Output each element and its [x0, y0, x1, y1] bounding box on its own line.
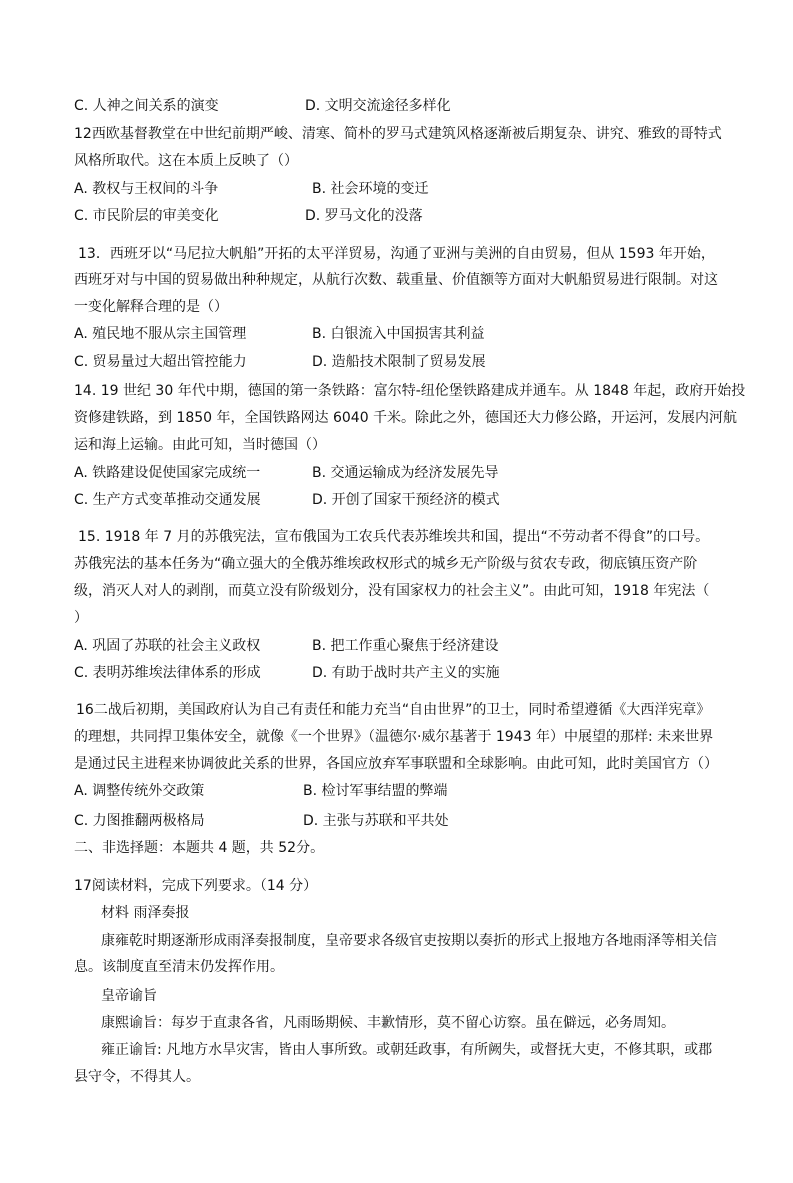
q13-option-c: C. 贸易量过大超出管控能力 [74, 354, 247, 370]
section-heading: 二、非选择题：本题共 4 题，共 52分。 [74, 840, 325, 856]
q17-para1-line-1: 康雍乾时期逐渐形成雨泽奏报制度，皇帝要求各级官吏按期以奏折的形式上报地方各地雨泽等相关信 [101, 933, 717, 949]
q11-option-d: D. 文明交流途径多样化 [305, 98, 451, 114]
q15-stem-line-1: 15. 1918 年 7 月的苏俄宪法，宣布俄国为工农兵代表苏维埃共和国，提出“不劳动者不得食”的口号。 [78, 529, 710, 545]
q17-yongzheng-line-2: 县守令，不得其人。 [74, 1069, 200, 1085]
q17-material-title: 材料 雨泽奏报 [101, 905, 190, 921]
q13-option-d: D. 造船技术限制了贸易发展 [312, 354, 486, 370]
q17-yongzheng-line-1: 雍正谕旨: 凡地方水旱灾害，皆由人事所致。或朝廷政事，有所阙失，或督抚大吏，不修其职，或郡 [101, 1042, 713, 1058]
q16-option-a: A. 调整传统外交政策 [74, 783, 205, 799]
q12-option-b: B. 社会环境的变迁 [312, 181, 429, 197]
q13-option-b: B. 白银流入中国损害其利益 [312, 326, 485, 342]
q16-option-c: C. 力图推翻两极格局 [74, 813, 205, 829]
q16-stem-line-2: 的理想，共同捍卫集体安全，就像《一个世界》（温德尔·威尔基著于 1943 年）中展望的那样: 未来世界 [74, 729, 714, 745]
q13-option-a: A. 殖民地不服从宗主国管理 [74, 326, 247, 342]
q13-stem-line-3: 一变化解释合理的是（） [74, 299, 228, 315]
q12-option-d: D. 罗马文化的没落 [305, 208, 423, 224]
q14-stem-line-2: 资修建铁路，到 1850 年，全国铁路网达 6040 千米。除此之外，德国还大力修公路，开运河，发展内河航 [74, 410, 738, 426]
q14-stem-line-3: 运和海上运输。由此可知，当时德国（） [74, 437, 326, 453]
q15-stem-line-4: ） [74, 610, 88, 626]
q12-option-c: C. 市民阶层的审美变化 [74, 208, 219, 224]
q15-option-c: C. 表明苏维埃法律体系的形成 [74, 665, 261, 681]
q17-edict-title: 皇帝谕旨 [101, 988, 157, 1004]
q17-kangxi-edict: 康熙谕旨：每岁于直隶各省，凡雨旸期候、丰歉情形，莫不留心访察。虽在僻远，必务周知。 [101, 1015, 675, 1031]
q16-stem-line-1: 16二战后初期，美国政府认为自己有责任和能力充当“自由世界”的卫士，同时希望遵循《大西洋宪章》 [76, 702, 711, 718]
q14-option-d: D. 开创了国家干预经济的模式 [312, 492, 500, 508]
q16-stem-line-3: 是通过民主进程来协调彼此关系的世界，各国应放弃军事联盟和全球影响。由此可知，此时美国官方（） [74, 756, 718, 772]
q16-option-d: D. 主张与苏联和平共处 [303, 813, 449, 829]
q13-stem-line-1: 13．西班牙以“马尼拉大帆船”开拓的太平洋贸易，沟通了亚洲与美洲的自由贸易，但从 1593 年开始， [78, 246, 715, 262]
q17-stem: 17阅读材料，完成下列要求。（14 分） [74, 878, 318, 894]
q12-stem-line-1: 12西欧基督教堂在中世纪前期严峻、清寒、简朴的罗马式建筑风格逐渐被后期复杂、讲究、雅致的哥特式 [74, 126, 722, 142]
q14-option-c: C. 生产方式变革推动交通发展 [74, 492, 261, 508]
q17-para1-line-2: 息。该制度直至清末仍发挥作用。 [74, 959, 284, 975]
q12-stem-line-2: 风格所取代。这在本质上反映了（） [74, 153, 298, 169]
q13-stem-line-2: 西班牙对与中国的贸易做出种种规定，从航行次数、载重量、价值额等方面对大帆船贸易进行限制。对这 [74, 272, 718, 288]
q14-stem-line-1: 14. 19 世纪 30 年代中期，德国的第一条铁路：富尔特-纽伦堡铁路建成并通车。从 1848 年起，政府开始投 [74, 383, 746, 399]
q15-stem-line-2: 苏俄宪法的基本任务为“确立强大的全俄苏维埃政权形式的城乡无产阶级与贫农专政，彻底镇压资产阶 [74, 556, 698, 572]
q15-option-d: D. 有助于战时共产主义的实施 [312, 665, 500, 681]
q15-option-b: B. 把工作重心聚焦于经济建设 [312, 638, 499, 654]
q12-option-a: A. 教权与王权间的斗争 [74, 181, 219, 197]
q14-option-a: A. 铁路建设促使国家完成统一 [74, 465, 261, 481]
q11-option-c: C. 人神之间关系的演变 [74, 98, 219, 114]
q14-option-b: B. 交通运输成为经济发展先导 [312, 465, 499, 481]
q15-stem-line-3: 级，消灭人对人的剥削，而莫立没有阶级划分，没有国家权力的社会主义”。由此可知，1918 年宪法（ [74, 583, 710, 599]
q16-option-b: B. 检讨军事结盟的弊端 [303, 783, 448, 799]
q15-option-a: A. 巩固了苏联的社会主义政权 [74, 638, 261, 654]
